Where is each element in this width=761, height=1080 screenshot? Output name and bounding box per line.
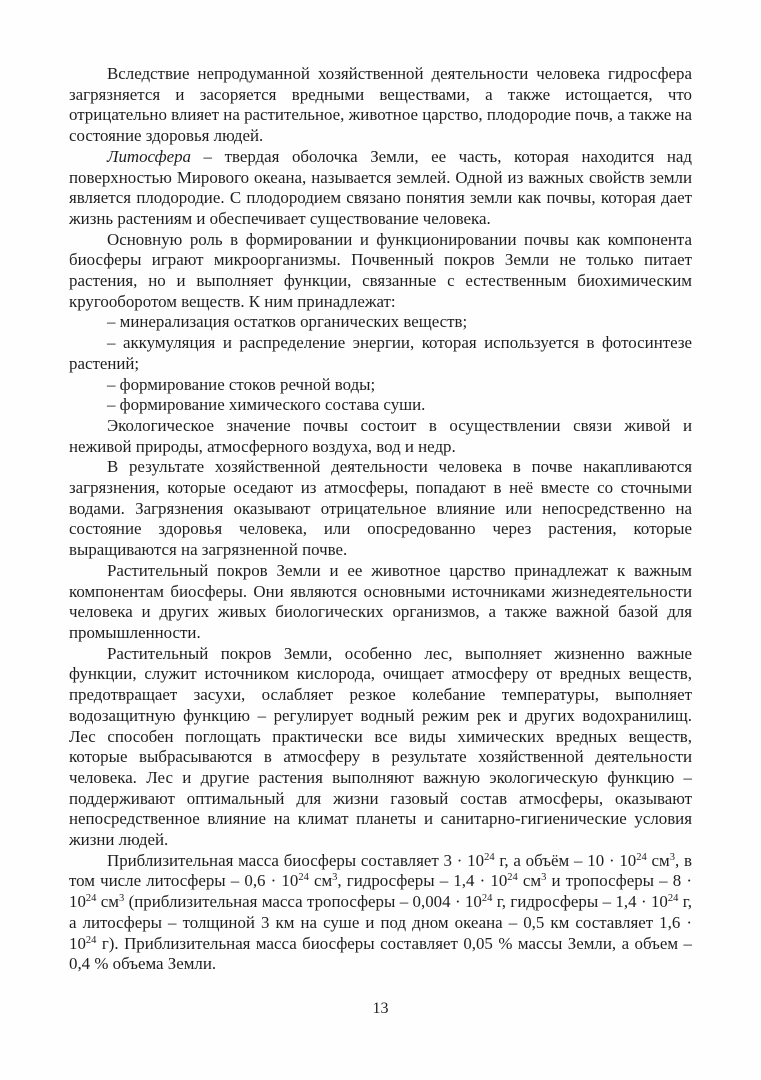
para-soil-microorganisms [69,230,692,313]
superscript-text: 3 [541,872,547,884]
superscript-text: 24 [481,893,493,905]
para-hydrosphere-pollution [69,64,692,147]
para-vegetation-animals [69,561,692,644]
text-segment: г). Приблизительная масса биосферы составляет 0,05 % массы Земли, а объем – 0,4 % объема Земли. [69,933,692,974]
text-segment: см [96,892,119,912]
text-segment: – минерализация остатков органических веществ; [107,312,468,332]
list-item-accumulation [69,333,692,374]
para-lithosphere-definition [69,147,692,230]
para-forest-functions [69,644,692,851]
text-segment: Приблизительная масса биосферы составляет 3 · 10 [107,850,485,870]
superscript-text: 3 [669,851,675,863]
page-number: 13 [372,1000,389,1017]
text-segment: см [517,871,542,891]
text-segment: Растительный покров Земли, особенно лес, выполняет жизненно важные функции, служит источником кислорода, очищает атмосферу от вредных веществ, предотвращает засухи, ослабляет резкое колебание температуры, выполняет водозащитную функцию – регулирует водный режим рек и других водохранилищ. Лес способен поглощать практически все виды химических вредных веществ, которые выбрасываются в атмосферу в результате хозяйственной деятельности человека. Лес и другие растения выполняют важную экологическую функцию – поддерживают оптимальный для жизни газовый состав атмосферы, оказывают непосредственное влияние на климат планеты и санитарно-гигиенические условия жизни людей. [69,643,692,850]
text-block [69,64,692,975]
superscript-text: 24 [85,934,97,946]
superscript-text: 24 [484,851,495,863]
text-segment: , в том числе литосферы – 0,6 · 10 [69,850,692,891]
list-item-river-flows [69,375,692,396]
superscript-text: 24 [667,893,679,905]
text-segment: (приблизительная масса тропосферы – 0,004 · 10 [124,892,482,912]
superscript-text: 24 [636,851,647,863]
text-segment: – формирование химического состава суши. [107,395,426,415]
text-segment: Основную роль в формировании и функционировании почвы как компонента биосферы играют микроорганизмы. Почвенный покров Земли не только питает растения, но и выполняет функции, связанные с естественным биохимическим кругооборотом веществ. К ним принадлежат: [69,229,692,311]
superscript-text: 24 [85,893,97,905]
para-soil-contamination [69,457,692,561]
text-segment: г, а объём – 10 · 10 [494,850,637,870]
list-item-chemical-composition [69,395,692,416]
text-segment: г, а литосферы – толщиной 3 км на суше и под дном океана – 0,5 км составляет 1,6 · 10 [69,892,692,953]
text-segment: см [646,850,670,870]
list-item-mineralization [69,312,692,333]
text-segment: Литосфера [107,146,191,166]
text-segment: и тропосферы – 8 · 10 [69,871,692,912]
text-segment: , гидросферы – 1,4 · 10 [337,871,508,891]
text-segment: – формирование стоков речной воды; [107,374,376,394]
superscript-text: 24 [298,872,309,884]
text-segment: В результате хозяйственной деятельности человека в почве накапливаются загрязнения, которые оседают из атмосферы, попадают в неё вместе со сточными водами. Загрязнения оказывают отрицательное влияние или непосредственно на состояние здоровья человека, или опосредованно через растения, которые выращиваются на загрязненной почве. [69,457,692,560]
text-segment: – твердая оболочка Земли, ее часть, которая находится над поверхностью Мирового океана, называется землей. Одной из важных свойств земли является плодородие. С плодородием связано понятия земли как почвы, которая дает жизнь растениям и обеспечивает существование человека. [69,146,692,228]
para-biosphere-mass [69,851,692,975]
text-segment: Растительный покров Земли и ее животное царство принадлежат к важным компонентам биосферы. Они являются основными источниками жизнедеятельности человека и других живых биологических организмов, а также важной базой для промышленности. [69,560,692,642]
text-segment: – аккумуляция и распределение энергии, которая используется в фотосинтезе растений; [69,333,692,373]
superscript-text: 3 [332,872,338,884]
text-segment: Экологическое значение почвы состоит в осуществлении связи живой и неживой природы, атмосферного воздуха, вод и недр. [69,415,692,456]
text-segment: Вследствие непродуманной хозяйственной деятельности человека гидросфера загрязняется и засоряется вредными веществами, а также истощается, что отрицательно влияет на растительное, животное царство, плодородие почв, а также на состояние здоровья людей. [69,64,692,146]
text-segment: г, гидросферы – 1,4 · 10 [492,892,668,912]
text-segment: см [308,871,333,891]
superscript-text: 3 [118,893,125,905]
para-ecological-significance [69,416,692,457]
superscript-text: 24 [507,872,518,884]
